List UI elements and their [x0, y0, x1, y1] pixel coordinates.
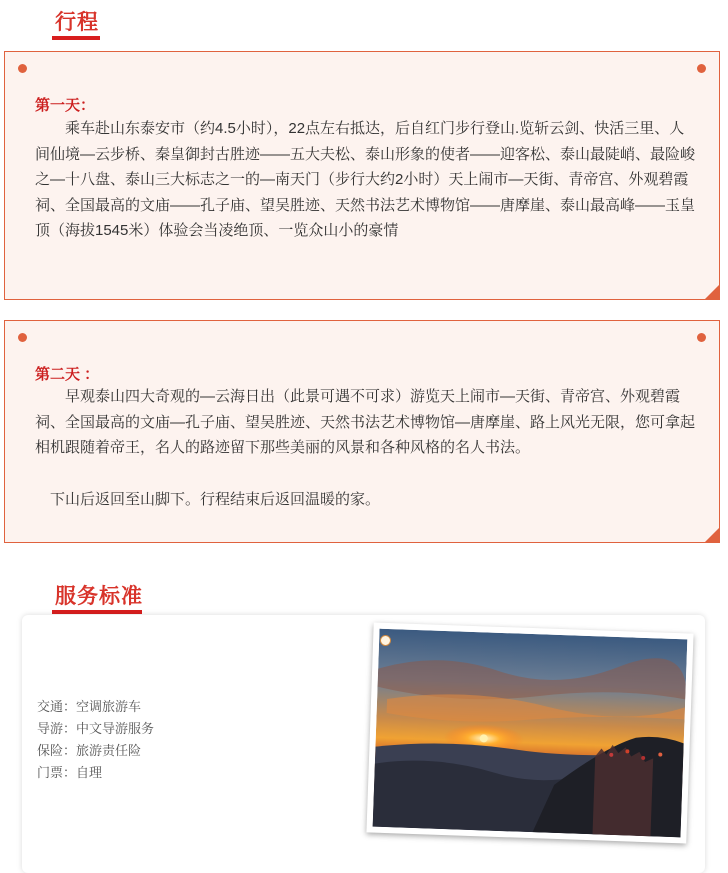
- service-item-ticket: 门票：自理: [37, 765, 103, 780]
- bullet-dot-left: [18, 64, 27, 73]
- itinerary-title: 行程: [55, 11, 99, 34]
- day1-label: 第一天：: [35, 97, 96, 114]
- day2-text-return: 下山后返回至山脚下。行程结束后返回温暖的家。: [50, 491, 381, 508]
- bullet-dot-right: [697, 333, 706, 342]
- service-title: 服务标准: [55, 585, 143, 608]
- service-item-guide: 导游：中文导游服务: [37, 721, 155, 736]
- service-item-insurance: 保险：旅游责任险: [37, 743, 142, 758]
- corner-fold: [704, 284, 720, 300]
- service-title-underline: [52, 610, 142, 614]
- sunrise-image: [373, 629, 688, 838]
- day2-label: 第二天 ：: [35, 366, 100, 383]
- photo-badge-icon: [380, 635, 391, 646]
- itinerary-title-underline: [52, 36, 100, 40]
- day1-text: 乘车赴山东泰安市（约4.5小时），22点左右抵达，后自红门步行登山.览斩云剑、快活三里、人间仙境—云步桥、秦皇御封古胜迹——五大夫松、泰山形象的使者——迎客松、泰山最陡峭、最险峻之—十八盘、泰山三大标志之一的—南天门（步行大约2小时）天上闹市—天街、青帝宫、外观碧霞祠、全国最高的文庙——孔子庙、望吴胜迹、天然书法艺术博物馆——唐摩崖、泰山最高峰——玉皇顶（海拔1545米）体验会当凌绝顶、一览众山小的豪情: [35, 120, 696, 240]
- sunrise-photo: [366, 622, 693, 843]
- bullet-dot-left: [18, 333, 27, 342]
- day1-card: [4, 51, 720, 300]
- day2-text: 早观泰山四大奇观的—云海日出（此景可遇不可求）游览天上闹市—天街、青帝宫、外观碧霞祠、全国最高的文庙—孔子庙、望吴胜迹、天然书法艺术博物馆—唐摩崖、路上风光无限，您可拿起相机跟随着帝王，名人的路迹留下那些美丽的风景和各种风格的名人书法。: [35, 388, 696, 457]
- corner-fold: [704, 527, 720, 543]
- bullet-dot-right: [697, 64, 706, 73]
- day2-card: [4, 320, 720, 543]
- service-item-transport: 交通：空调旅游车: [37, 699, 142, 714]
